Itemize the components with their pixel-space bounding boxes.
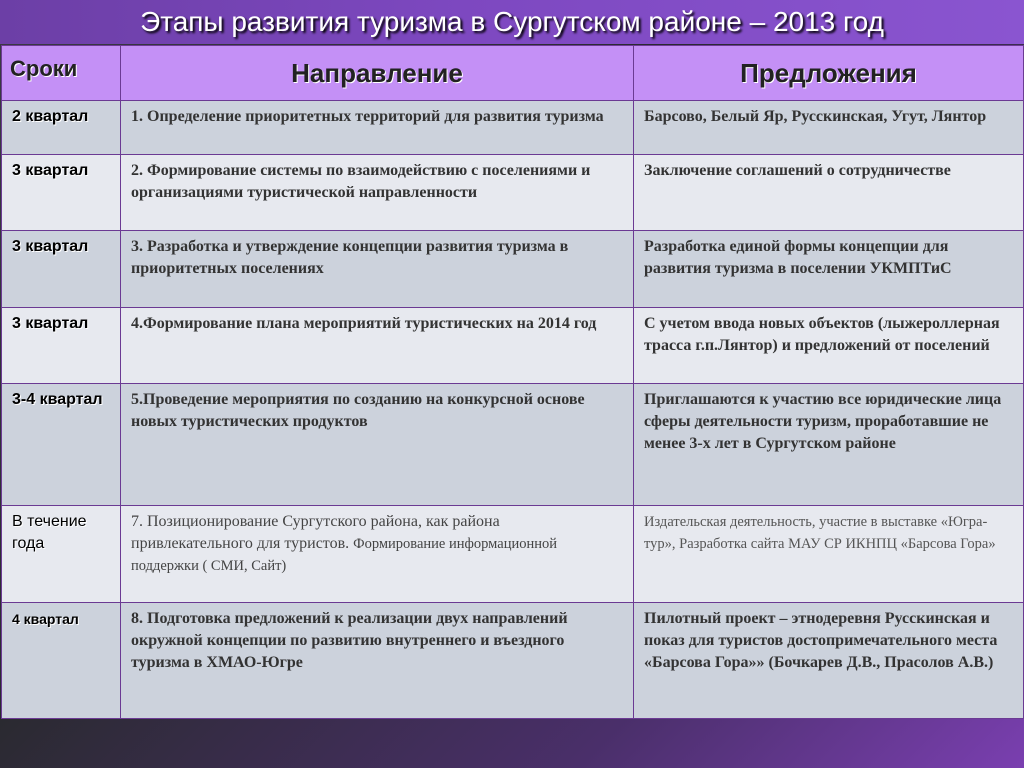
- period-cell: 3-4 квартал: [2, 384, 121, 506]
- proposal-cell: С учетом ввода новых объектов (лыжероллерная трасса г.п.Лянтор) и предложений от поселений: [634, 308, 1024, 384]
- header-proposals: Предложения: [634, 46, 1024, 101]
- table-row: [2, 506, 1024, 603]
- direction-cell: 1. Определение приоритетных территорий для развития туризма: [121, 101, 634, 155]
- direction-cell: 5.Проведение мероприятия по созданию на конкурсной основе новых туристических продуктов: [121, 384, 634, 506]
- table-row: [2, 384, 1024, 506]
- proposal-cell: Разработка единой формы концепции для развития туризма в поселении УКМПТиС: [634, 231, 1024, 308]
- period-cell: 3 квартал: [2, 308, 121, 384]
- tourism-stages-table: [1, 45, 1024, 719]
- period-cell: 3 квартал: [2, 155, 121, 231]
- direction-cell: 8. Подготовка предложений к реализации двух направлений окружной концепции по развитию внутреннего и въездного туризма в ХМАО-Югре: [121, 603, 634, 719]
- slide-title: Этапы развития туризма в Сургутском районе – 2013 год: [0, 0, 1024, 44]
- direction-cell: 3. Разработка и утверждение концепции развития туризма в приоритетных поселениях: [121, 231, 634, 308]
- table-row: [2, 603, 1024, 719]
- direction-cell: 2. Формирование системы по взаимодействию с поселениями и организациями туристической направленности: [121, 155, 634, 231]
- table-row: [2, 308, 1024, 384]
- proposal-cell: Барсово, Белый Яр, Русскинская, Угут, Лянтор: [634, 101, 1024, 155]
- direction-cell: [121, 506, 634, 603]
- proposal-cell: Издательская деятельность, участие в выставке «Югра-тур», Разработка сайта МАУ СР ИКНПЦ «Барсова Гора»: [634, 506, 1024, 603]
- header-period: Сроки: [2, 46, 121, 101]
- direction-cell: 4.Формирование плана мероприятий туристических на 2014 год: [121, 308, 634, 384]
- direction-sub-text: Формирование информационной поддержки ( СМИ, Сайт): [131, 536, 557, 574]
- header-row: [2, 46, 1024, 101]
- period-cell: 4 квартал: [2, 603, 121, 719]
- table-row: [2, 231, 1024, 308]
- proposal-cell: Заключение соглашений о сотрудничестве: [634, 155, 1024, 231]
- header-direction: Направление: [121, 46, 634, 101]
- table-row: [2, 155, 1024, 231]
- direction-main-text: 7. Позиционирование Сургутского района, как района привлекательного для туристов.: [131, 513, 500, 552]
- proposal-cell: Приглашаются к участию все юридические лица сферы деятельности туризм, проработавшие не менее 3-х лет в Сургутском районе: [634, 384, 1024, 506]
- period-cell: В течение года: [2, 506, 121, 603]
- proposal-cell: Пилотный проект – этнодеревня Русскинская и показ для туристов достопримечательного места «Барсова Гора»» (Бочкарев Д.В., Прасолов А.В.): [634, 603, 1024, 719]
- table-row: [2, 101, 1024, 155]
- period-cell: 3 квартал: [2, 231, 121, 308]
- period-cell: 2 квартал: [2, 101, 121, 155]
